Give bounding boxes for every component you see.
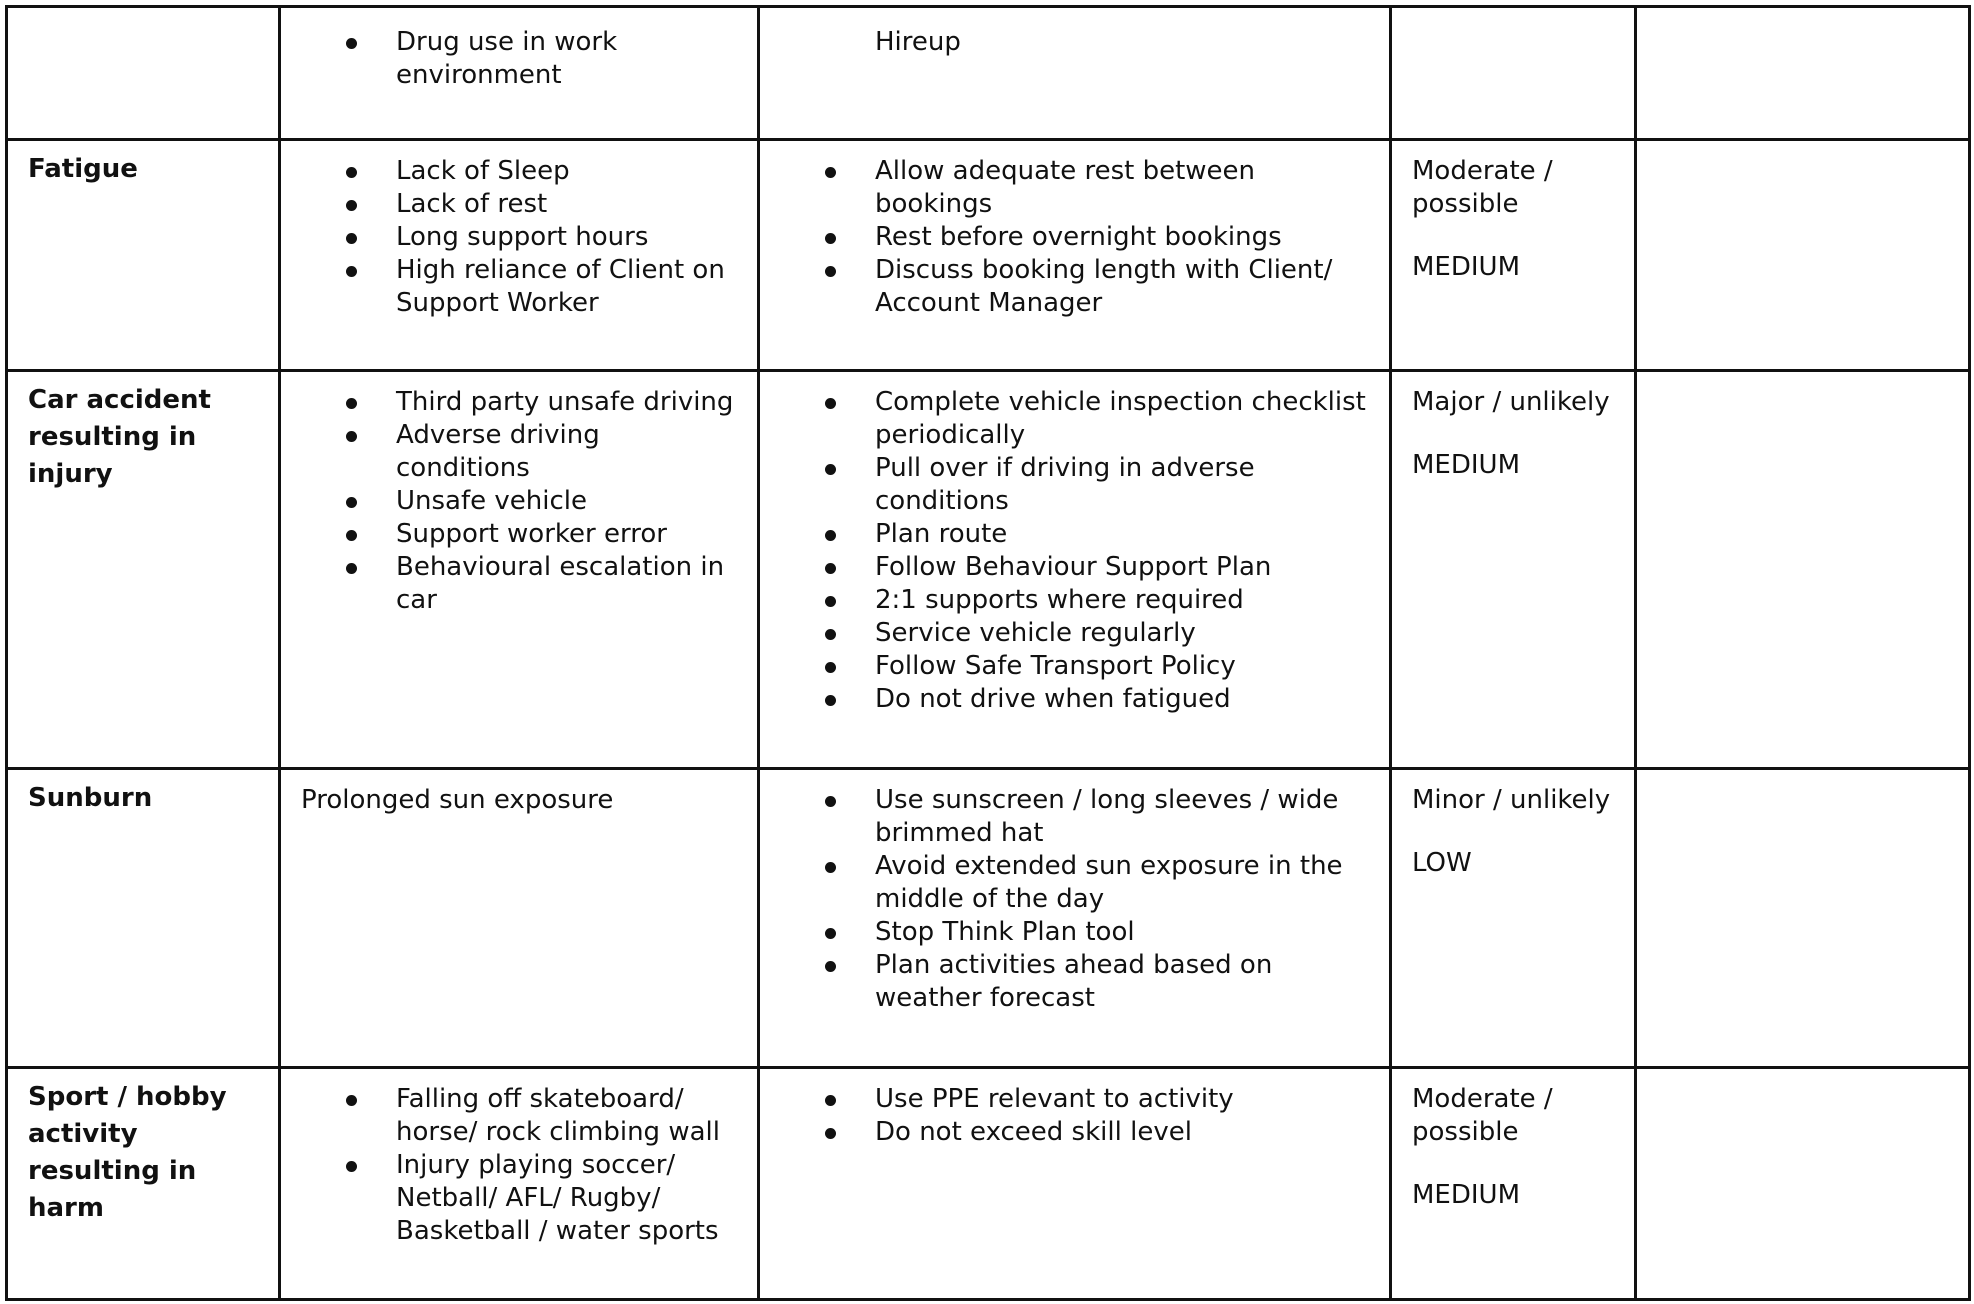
list-item: Lack of Sleep <box>396 155 737 188</box>
list-item: Long support hours <box>396 221 737 254</box>
list-item: Allow adequate rest between bookings <box>875 155 1369 221</box>
list-item: Complete vehicle inspection checklist periodically <box>875 386 1369 452</box>
risk-level: MEDIUM <box>1412 252 1521 282</box>
notes-cell <box>1636 769 1970 1068</box>
controls-list <box>780 386 1369 716</box>
list-item: Behavioural escalation in car <box>396 551 737 617</box>
rating-cell <box>1391 769 1636 1068</box>
notes-cell <box>1636 7 1970 140</box>
causes-cell <box>280 7 759 140</box>
causes-list <box>301 386 737 617</box>
list-item: Follow Safe Transport Policy <box>875 650 1369 683</box>
list-item: Service vehicle regularly <box>875 617 1369 650</box>
controls-list <box>780 155 1369 320</box>
rating-text: Minor / unlikely <box>1412 785 1611 815</box>
list-item: Do not exceed skill level <box>875 1116 1369 1149</box>
risk-level: MEDIUM <box>1412 1180 1521 1210</box>
rating-cell <box>1391 371 1636 769</box>
hazard-cell <box>7 7 280 140</box>
causes-cell <box>280 1068 759 1300</box>
list-item: Follow Behaviour Support Plan <box>875 551 1369 584</box>
list-item: 2:1 supports where required <box>875 584 1369 617</box>
list-item: Support worker error <box>396 518 737 551</box>
controls-text: Hireup <box>875 27 961 57</box>
causes-cell <box>280 371 759 769</box>
causes-text: Prolonged sun exposure <box>301 785 614 815</box>
causes-list <box>301 155 737 320</box>
list-item: Drug use in work environment <box>396 26 737 92</box>
list-item: Stop Think Plan tool <box>875 916 1369 949</box>
notes-cell <box>1636 140 1970 371</box>
list-item: Use PPE relevant to activity <box>875 1083 1369 1116</box>
list-item: Injury playing soccer/ Netball/ AFL/ Rugby/ Basketball / water sports <box>396 1149 737 1248</box>
rating-cell <box>1391 140 1636 371</box>
rating-text: Major / unlikely <box>1412 387 1610 417</box>
causes-list <box>301 1083 737 1248</box>
rating-cell <box>1391 7 1636 140</box>
list-item: High reliance of Client on Support Worker <box>396 254 737 320</box>
controls-cell <box>759 1068 1391 1300</box>
notes-cell <box>1636 1068 1970 1300</box>
list-item: Plan activities ahead based on weather forecast <box>875 949 1369 1015</box>
list-item: Adverse driving conditions <box>396 419 737 485</box>
rating-cell <box>1391 1068 1636 1300</box>
risk-level: LOW <box>1412 848 1472 878</box>
list-item: Lack of rest <box>396 188 737 221</box>
list-item: Third party unsafe driving <box>396 386 737 419</box>
hazard-cell: Car accident resulting in injury <box>7 371 280 769</box>
controls-list <box>780 784 1369 1015</box>
list-item: Do not drive when fatigued <box>875 683 1369 716</box>
rating-text: Moderate / possible <box>1412 156 1553 219</box>
causes-cell <box>280 769 759 1068</box>
list-item: Rest before overnight bookings <box>875 221 1369 254</box>
list-item: Falling off skateboard/ horse/ rock climbing wall <box>396 1083 737 1149</box>
causes-list <box>301 26 737 92</box>
list-item: Avoid extended sun exposure in the middle of the day <box>875 850 1369 916</box>
notes-cell <box>1636 371 1970 769</box>
table-row <box>7 1068 1970 1300</box>
list-item: Use sunscreen / long sleeves / wide brimmed hat <box>875 784 1369 850</box>
list-item: Plan route <box>875 518 1369 551</box>
hazard-cell: Sport / hobby activity resulting in harm <box>7 1068 280 1300</box>
list-item: Pull over if driving in adverse conditions <box>875 452 1369 518</box>
risk-level: MEDIUM <box>1412 450 1521 480</box>
list-item: Discuss booking length with Client/ Account Manager <box>875 254 1369 320</box>
table-row <box>7 371 1970 769</box>
controls-cell <box>759 769 1391 1068</box>
hazard-cell: Fatigue <box>7 140 280 371</box>
controls-list <box>780 1083 1369 1149</box>
controls-cell <box>759 7 1391 140</box>
table-row <box>7 140 1970 371</box>
table-row <box>7 7 1970 140</box>
causes-cell <box>280 140 759 371</box>
list-item: Unsafe vehicle <box>396 485 737 518</box>
controls-cell <box>759 140 1391 371</box>
hazard-cell: Sunburn <box>7 769 280 1068</box>
table-row <box>7 769 1970 1068</box>
risk-assessment-table <box>5 5 1971 1301</box>
rating-text: Moderate / possible <box>1412 1084 1553 1147</box>
controls-cell <box>759 371 1391 769</box>
